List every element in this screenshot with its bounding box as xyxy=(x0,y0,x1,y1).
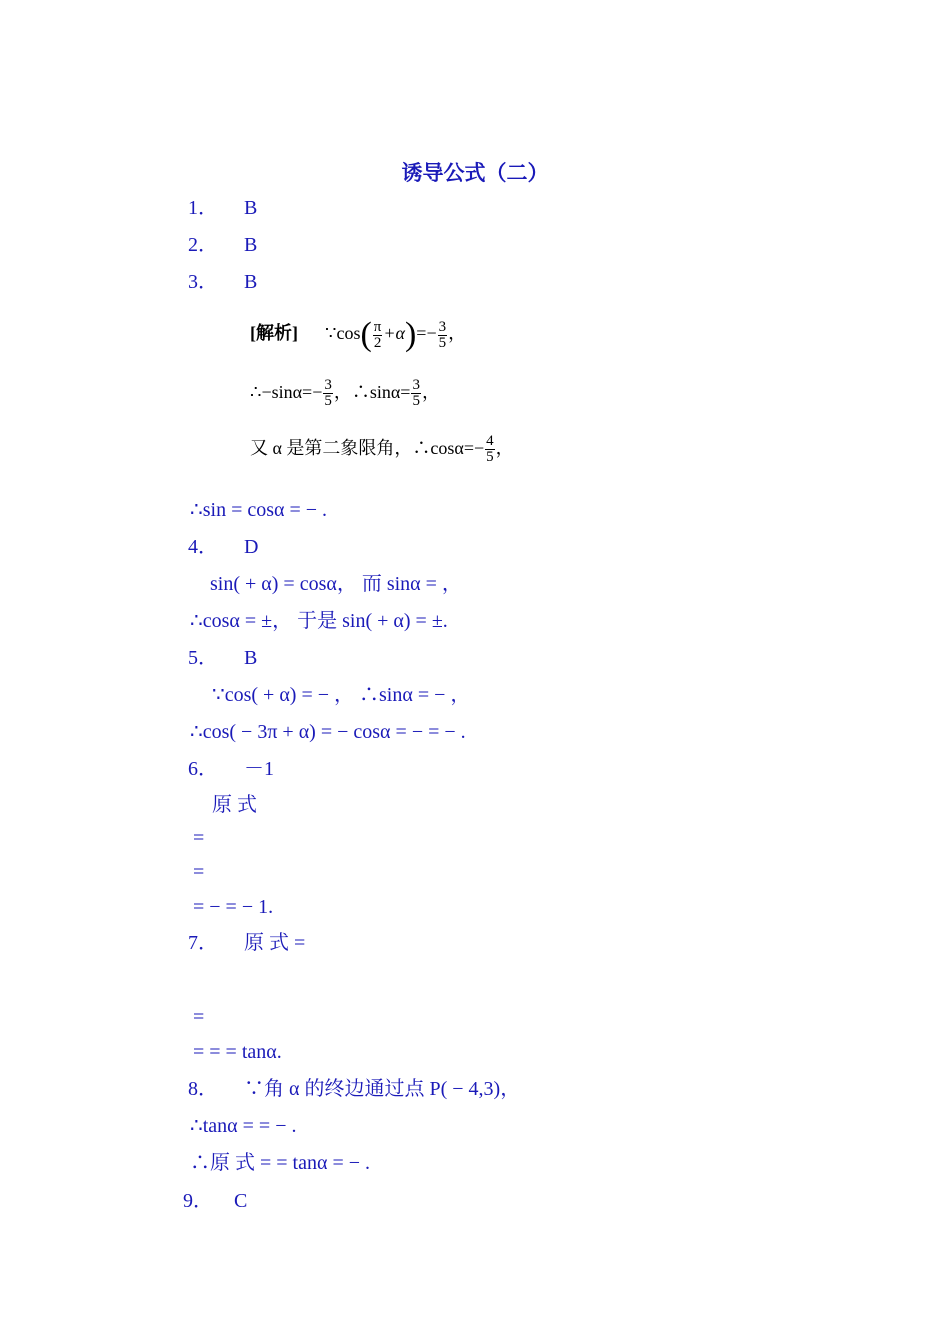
page-title: 诱导公式（二） xyxy=(401,161,549,185)
question-number: 7． xyxy=(188,932,218,954)
formula-text: ，∴sinα= xyxy=(333,382,411,402)
question-number: 1． xyxy=(188,197,218,219)
solution-line: ∴原 式 = = tanα = − . xyxy=(190,1152,371,1174)
formula-text: ∴−sinα=− xyxy=(250,382,323,402)
answer: C xyxy=(234,1190,248,1212)
solution-line: = = = tanα. xyxy=(193,1041,282,1063)
question-number: 4． xyxy=(188,536,218,558)
solution-line: sin( + α) = cosα， 而 sinα = ， xyxy=(210,573,462,595)
answer: B xyxy=(244,647,258,669)
formula-text: 又 α 是第二象限角，∴cosα=− xyxy=(250,438,485,458)
fraction: $\frac{3}{5}$ xyxy=(438,318,447,351)
fraction: $\frac{3}{5}$ xyxy=(412,377,420,410)
fraction: $\frac{4}{5}$ xyxy=(486,433,494,466)
analysis-label: [解析] xyxy=(250,323,298,344)
analysis-formula-line-3: 又 α 是第二象限角，∴cosα=− $\frac{4}{5}$ ， xyxy=(250,433,514,466)
fraction: $\frac{3}{5}$ xyxy=(324,377,332,410)
answer: －1 xyxy=(244,758,274,780)
analysis-formula-line-2: ∴−sinα=− $\frac{3}{5}$ ，∴sinα= $\frac{3}{5}$ ， xyxy=(250,377,440,410)
answer: 原 式 = xyxy=(244,932,306,954)
solution-line: ∵cos( + α) = − ， ∴sinα = − ， xyxy=(212,684,471,706)
solution-line: = xyxy=(193,827,205,849)
answer: D xyxy=(244,536,259,558)
formula-text: +α xyxy=(383,323,405,344)
solution-line: = − = − 1. xyxy=(193,896,274,918)
question-number: 9． xyxy=(183,1190,213,1212)
answer: ∵角 α 的终边通过点 P( − 4,3)， xyxy=(244,1078,521,1100)
solution-line: 原 式 xyxy=(212,794,257,816)
solution-line: ∴cosα = ±， 于是 sin( + α) = ±. xyxy=(190,610,448,632)
question-number: 3． xyxy=(188,271,218,293)
question-number: 2． xyxy=(188,234,218,256)
solution-line: ∴cos( − 3π + α) = − cosα = − = − . xyxy=(190,721,466,743)
fraction: $\frac{\pi}{2}$ xyxy=(373,318,382,351)
solution-line: ∴tanα = = − . xyxy=(190,1115,297,1137)
question-number: 5． xyxy=(188,647,218,669)
solution-line: ∴sin = cosα = − . xyxy=(190,499,328,521)
solution-line: = xyxy=(193,1006,205,1028)
analysis-formula-line-1: [解析] ∵cos( $\frac{\pi}{2}$ +α)=− $\frac{3}{5}$ ， xyxy=(250,316,467,353)
question-number: 6． xyxy=(188,758,218,780)
solution-line: = xyxy=(193,861,205,883)
question-number: 8． xyxy=(188,1078,218,1100)
answer: B xyxy=(244,234,258,256)
answer: B xyxy=(244,271,258,293)
formula-text: ∵cos xyxy=(325,323,361,344)
formula-text: =− xyxy=(416,323,437,344)
answer: B xyxy=(244,197,258,219)
